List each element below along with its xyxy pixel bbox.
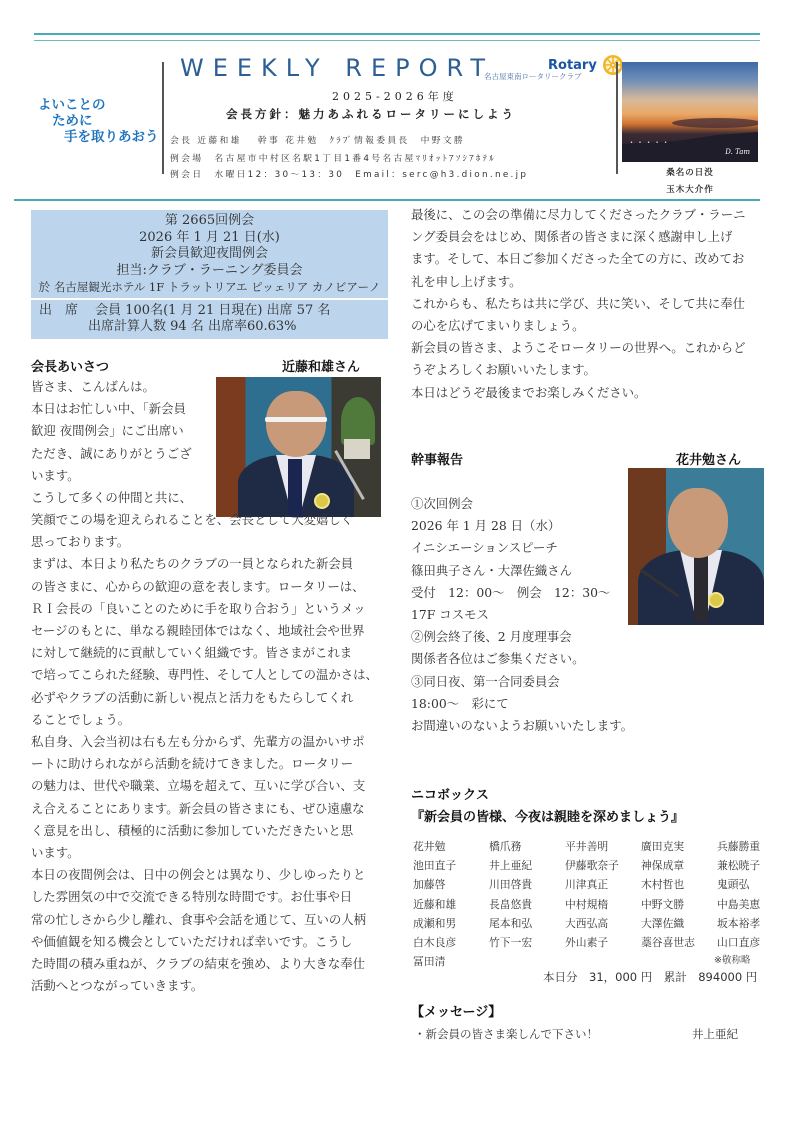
newsletter-title: WEEKLY REPORT — [180, 54, 495, 82]
top-rule — [34, 33, 760, 35]
list-item: 川田啓貴 — [489, 878, 533, 892]
meeting-day-line: 例会日 水曜日12：30～13：30 Email：serc@h3.dion.ne.jp — [170, 170, 529, 180]
message-text: ・新会員の皆さま楽しんで下さい！ — [414, 1027, 598, 1041]
header-bottom-rule — [14, 199, 760, 201]
meeting-name: 新会員歓迎夜間例会 — [150, 246, 268, 261]
tagline — [38, 97, 159, 145]
list-item: 白木良彦 — [413, 936, 457, 950]
painting-caption-title: 桑名の日没 — [666, 168, 714, 178]
list-item: 山口直彦 — [717, 936, 761, 950]
list-item: 藁谷喜世志 — [641, 936, 695, 950]
list-item: 花井勉 — [413, 840, 446, 853]
meeting-organizer: 担当:クラブ・ラーニング委員会 — [116, 262, 303, 278]
sunset-painting: • • • • • D. Tam — [622, 62, 758, 162]
attendance-members: 出 席 会員 100名(1 月 21 日現在) 出席 57 名 — [39, 302, 331, 318]
meeting-date: 2026 年 1 月 21 日(水) — [139, 229, 280, 245]
list-item: 加藤啓 — [413, 878, 446, 892]
list-item: 外山素子 — [565, 936, 609, 950]
list-item: 伊藤歌奈子 — [565, 859, 619, 873]
fiscal-year: 2025-2026年度 — [332, 90, 458, 103]
secretary-name: 花井勉さん — [676, 453, 742, 468]
club-name: 名古屋東南ロータリークラブ — [484, 72, 582, 81]
rotary-wheel-icon — [602, 54, 624, 76]
message-heading: 【メッセージ】 — [411, 1005, 502, 1020]
list-item: 冨田清 — [413, 955, 446, 969]
list-item: 坂本裕孝 — [717, 916, 761, 930]
list-item: 大西弘高 — [565, 916, 609, 930]
list-item: 長畠悠貴 — [489, 897, 533, 911]
header-divider-left — [162, 62, 164, 174]
top-rule-thin — [34, 40, 760, 41]
meeting-info-box — [31, 210, 388, 339]
meeting-venue: 於 名古屋観光ホテル 1F トラットリアエ ピッェリア カノビアーノ — [38, 280, 381, 294]
message-author: 井上亜紀 — [692, 1027, 738, 1041]
list-item: 中野文勝 — [641, 897, 685, 911]
list-item: 鬼頭弘 — [717, 878, 750, 892]
tagline-line-1: よいことの — [38, 97, 106, 113]
president-heading: 会長あいさつ — [31, 360, 110, 375]
list-item: 成瀬和男 — [413, 916, 457, 930]
list-item: 兼松暁子 — [717, 859, 761, 873]
list-item: 近藤和雄 — [413, 897, 457, 911]
painting-signature: D. Tam — [725, 148, 750, 156]
painting-caption-artist: 玉木大介作 — [666, 185, 714, 195]
attendance-rate: 出席計算人数 94 名 出席率60.63% — [88, 319, 297, 334]
president-greeting-continued: 最後に、この会の準備に尽力してくださったクラブ・ラーニ ング委員会をはじめ、関係者の皆さまに深く感謝申し上げ ます。そして、本日ご参加くださった全ての方に、改めてお 礼を申し上げます。 これからも、私たちは共に学び、共に笑い、そして共に奉仕 の心を広げてまいりましょう。 新会員の皆さま、ようこそロータリーの世界へ。これからど うぞよろしくお願いいたします。 本日はどうぞ最後までお楽しみください。 — [411, 207, 746, 400]
president-greeting-intro: 皆さま、こんばんは。 本日はお忙しい中、「新会員 歓迎 夜間例会」にご出席い ただき、誠にありがとうござ います。 こうして多くの仲間と共に、 — [31, 379, 193, 506]
nikobox-total: 本日分 31，000 円 累計 894000 円 — [543, 970, 758, 984]
list-item: 川津真正 — [565, 878, 609, 892]
secretary-photo — [628, 468, 764, 625]
list-item: 橋爪務 — [489, 840, 522, 853]
president-photo — [216, 377, 381, 517]
venue-line: 例会場 名古屋市中村区名駅1丁目1番4号名古屋ﾏﾘｵｯﾄｱｿｼｱﾎﾃﾙ — [170, 154, 497, 164]
list-item: 大澤佐織 — [641, 916, 685, 930]
meeting-number: 第 2665回例会 — [164, 213, 255, 228]
rotary-wordmark: Rotary — [548, 57, 597, 73]
honorific-note: ※敬称略 — [714, 955, 751, 966]
secretary-report-body: ①次回例会 2026 年 1 月 28 日（水） イニシエーションスピーチ 篠田典子さん・大澤佐織さん 受付 12：00～ 例会 12：30～ 17F コスモス ②例会終了後、2 月度理事会 関係者各位はご参集ください。 ③同日夜、第一合同委員会 18:00～ 彩にて お間違いのないようお願いいたします。 — [411, 496, 634, 734]
list-item: 神保成章 — [641, 859, 685, 873]
president-greeting-body: 笑顔でこの場を迎えられることを、会長として大変嬉しく 思っております。 まずは、本日より私たちのクラブの一員となられた新会員 の皆さまに、心からの歓迎の意を表します。ロータリーは、 ＲＩ会長の「良いことのために手を取り合おう」というメッ セージのもとに、単なる親睦団体ではなく、地域社会や世界 に対して継続的に貢献していく組織です。皆さまがこれま で培ってこられた経験、専門性、そして人としての温かさは、 必ずやクラブの活動に新しい視点と活力をもたらしてくれ ることでしょう。 私自身、入会当初は右も左も分からず、先輩方の温かいサポ ートに助けられながら活動を続けてきました。ロータリー の魅力は、世代や職業、立場を超えて、互いに学び合い、支 え合えることにあります。新会員の皆さまにも、ぜひ遠慮な く意見を出し、積極的に活動に参加していただきたいと思 います。 本日の夜間例会は、日中の例会とは異なり、少しゆったりと した雰囲気の中で交流できる特別な時間です。お仕事や日 常の忙しさから少し離れ、食事や会話を通じて、互いの人柄 や価値観を知る機会としていただければ幸いです。こうし た時間の積み重ねが、クラブの結束を強め、より大きな奉仕 活動へとつながっていきます。 — [31, 512, 378, 994]
attendance — [31, 298, 388, 339]
list-item: 廣田克実 — [641, 840, 685, 853]
header-divider-right — [616, 62, 618, 174]
list-item: 平井善明 — [565, 840, 609, 853]
tagline-line-3: 手を取りあおう — [64, 129, 159, 145]
list-item: 尾本和弘 — [489, 916, 533, 930]
president-policy: 会長方針：魅力あふれるロータリーにしよう — [226, 107, 516, 121]
nikobox-heading: ニコボックス — [411, 788, 489, 803]
list-item: 兵藤勝重 — [717, 840, 761, 853]
list-item: 中村規楕 — [565, 897, 609, 911]
secretary-heading: 幹事報告 — [411, 453, 464, 468]
list-item: 木村哲也 — [641, 878, 685, 892]
list-item: 竹下一宏 — [489, 936, 533, 950]
list-item: 中島美恵 — [717, 897, 761, 911]
president-name: 近藤和雄さん — [282, 360, 361, 375]
tagline-line-2: ために — [52, 113, 93, 129]
list-item: 井上亜紀 — [489, 859, 533, 873]
officers-line: 会長 近藤和雄 幹事 花井勉 ｸﾗﾌﾞ情報委員長 中野文勝 — [170, 136, 466, 146]
list-item: 池田直子 — [413, 859, 457, 873]
nikobox-headline: 『新会員の皆様、今夜は親睦を深めましょう』 — [411, 810, 685, 825]
